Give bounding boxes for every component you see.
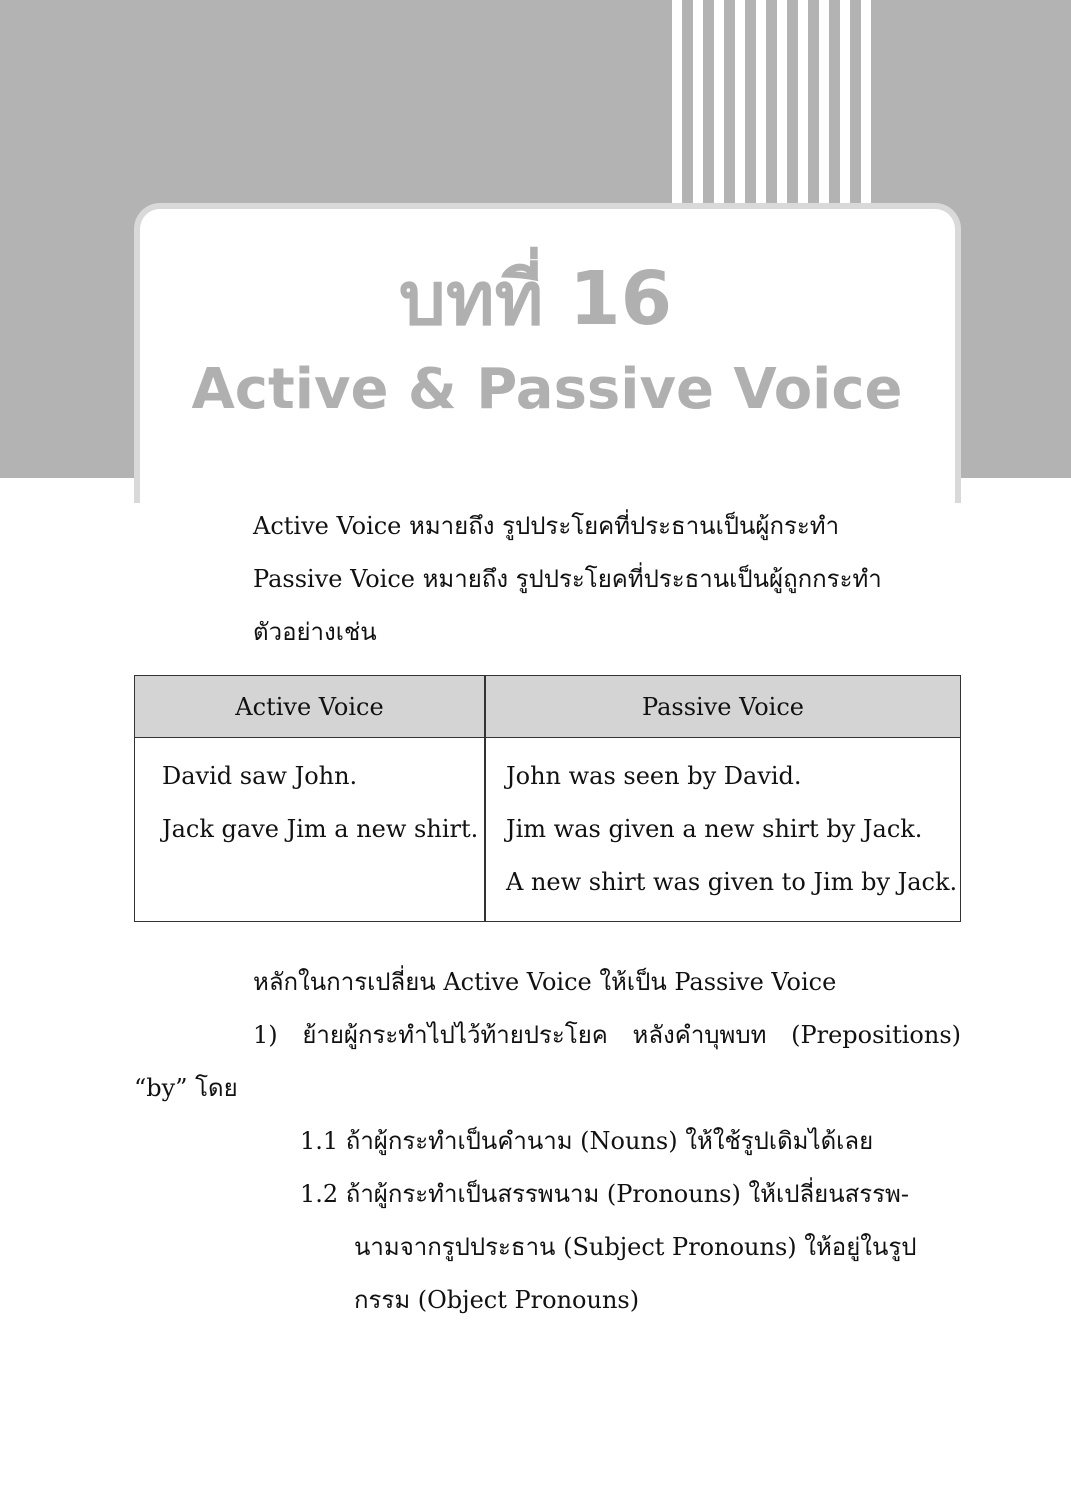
decorative-stripe [777, 0, 787, 215]
decorative-stripe [840, 0, 850, 215]
chapter-subtitle: Active & Passive Voice [191, 357, 903, 422]
decorative-stripe [735, 0, 745, 215]
voice-example-table [134, 675, 961, 922]
passive-voice-definition: Passive Voice หมายถึง รูปประโยคที่ประธานเป็นผู้ถูกกระทำ [253, 565, 882, 593]
decorative-stripe [756, 0, 766, 215]
table-header-active: Active Voice [235, 693, 384, 721]
title-card [134, 203, 961, 503]
decorative-stripe [693, 0, 703, 215]
rule-1-line-2: “by” โดย [134, 1074, 238, 1102]
decorative-stripe [672, 0, 682, 215]
rules-heading: หลักในการเปลี่ยน Active Voice ให้เป็น Passive Voice [253, 968, 837, 996]
decorative-stripe [798, 0, 808, 215]
table-header-passive: Passive Voice [642, 693, 804, 721]
rule-1-2-line-1: 1.2 ถ้าผู้กระทำเป็นสรรพนาม (Pronouns) ให้เปลี่ยนสรรพ- [300, 1180, 909, 1208]
decorative-stripe [861, 0, 871, 215]
table-cell-passive: Jim was given a new shirt by Jack. [506, 815, 923, 843]
table-cell-passive: John was seen by David. [506, 762, 802, 790]
decorative-stripe [819, 0, 829, 215]
rule-1-2-line-2: นามจากรูปประธาน (Subject Pronouns) ให้อยู่ในรูป [354, 1233, 917, 1261]
chapter-title: บทที่ 16 [398, 256, 673, 342]
rule-1-line-1: 1) ย้ายผู้กระทำไปไว้ท้ายประโยค หลังคำบุพบท (Prepositions) [253, 1021, 961, 1049]
rule-1-2-line-3: กรรม (Object Pronouns) [354, 1286, 640, 1314]
table-cell-active: David saw John. [162, 762, 358, 790]
active-voice-definition: Active Voice หมายถึง รูปประโยคที่ประธานเป็นผู้กระทำ [253, 512, 840, 540]
example-intro: ตัวอย่างเช่น [253, 618, 377, 646]
rule-1-1: 1.1 ถ้าผู้กระทำเป็นคำนาม (Nouns) ให้ใช้รูปเดิมได้เลย [300, 1127, 874, 1155]
table-cell-passive: A new shirt was given to Jim by Jack. [506, 868, 958, 896]
table-cell-active: Jack gave Jim a new shirt. [162, 815, 479, 843]
decorative-stripe [714, 0, 724, 215]
